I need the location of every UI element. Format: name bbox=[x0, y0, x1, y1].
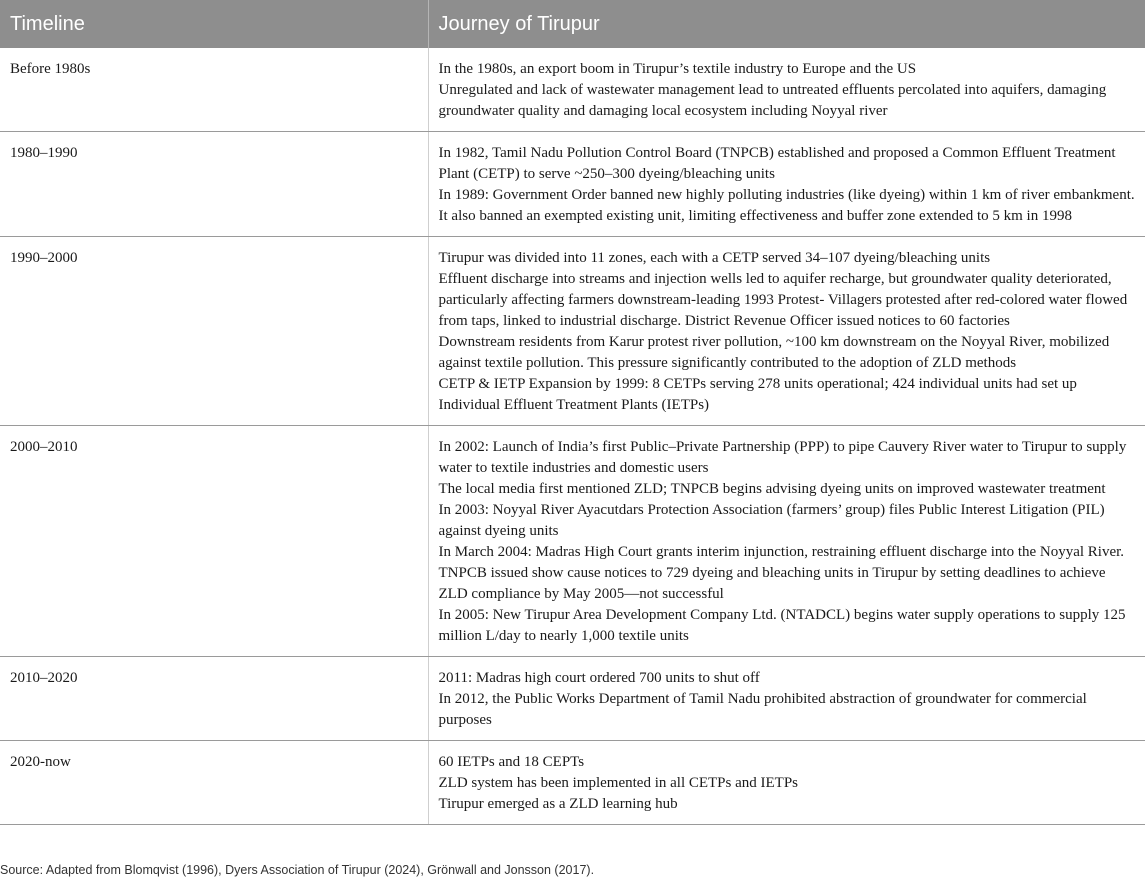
journey-line: In 1982, Tamil Nadu Pollution Control Board (TNPCB) established and proposed a Common Effluent Treatment Plant (CETP) to serve ~250–300 dyeing/bleaching units bbox=[438, 145, 1116, 182]
table-row bbox=[0, 741, 1145, 825]
table-body bbox=[0, 48, 1145, 825]
timeline-period: 2000–2010 bbox=[0, 426, 428, 657]
header-journey: Journey of Tirupur bbox=[428, 0, 1145, 48]
journey-cell bbox=[428, 657, 1145, 741]
timeline-period: 1980–1990 bbox=[0, 132, 428, 237]
journey-cell bbox=[428, 237, 1145, 426]
journey-line: Tirupur was divided into 11 zones, each with a CETP served 34–107 dyeing/bleaching units bbox=[438, 250, 991, 266]
journey-line: In 1989: Government Order banned new highly polluting industries (like dyeing) within 1 km of river embankment. It also banned an exempted existing unit, limiting effectiveness and buffer zone extended to 5 km in 1998 bbox=[438, 187, 1135, 224]
journey-line: CETP & IETP Expansion by 1999: 8 CETPs serving 278 units operational; 424 individual units had set up Individual Effluent Treatment Plants (IETPs) bbox=[438, 376, 1077, 413]
table-row bbox=[0, 48, 1145, 132]
table-row bbox=[0, 132, 1145, 237]
journey-line: In 2003: Noyyal River Ayacutdars Protection Association (farmers’ group) files Public Interest Litigation (PIL) against dyeing units bbox=[438, 502, 1105, 539]
table-row bbox=[0, 657, 1145, 741]
journey-line: Downstream residents from Karur protest river pollution, ~100 km downstream on the Noyyal River, mobilized against textile pollution. This pressure significantly contributed to the adoption of ZLD methods bbox=[438, 334, 1110, 371]
journey-line: In 2005: New Tirupur Area Development Company Ltd. (NTADCL) begins water supply operations to supply 125 million L/day to nearly 1,000 textile units bbox=[438, 607, 1126, 644]
journey-line: Effluent discharge into streams and injection wells led to aquifer recharge, but groundwater quality deteriorated, particularly affecting farmers downstream-leading 1993 Protest- Villagers protested after red-colored water flowed from taps, linked to industrial discharge. District Revenue Officer issued notices to 60 factories bbox=[438, 271, 1128, 329]
table-row bbox=[0, 426, 1145, 657]
journey-cell bbox=[428, 48, 1145, 132]
journey-line: In March 2004: Madras High Court grants interim injunction, restraining effluent discharge into the Noyyal River. TNPCB issued show cause notices to 729 dyeing and bleaching units in Tirupur by setting deadlines to achieve ZLD compliance by May 2005—not successful bbox=[438, 544, 1125, 602]
journey-cell bbox=[428, 741, 1145, 825]
journey-line: In the 1980s, an export boom in Tirupur’s textile industry to Europe and the US bbox=[438, 61, 917, 77]
header-row bbox=[0, 0, 1145, 48]
journey-line: The local media first mentioned ZLD; TNPCB begins advising dyeing units on improved wastewater treatment bbox=[438, 481, 1106, 497]
source-caption: Source: Adapted from Blomqvist (1996), Dyers Association of Tirupur (2024), Grönwall and Jonsson (2017). bbox=[0, 863, 595, 877]
timeline-period: 2020-now bbox=[0, 741, 428, 825]
journey-line: 60 IETPs and 18 CEPTs bbox=[438, 754, 585, 770]
timeline-period: 1990–2000 bbox=[0, 237, 428, 426]
timeline-period: Before 1980s bbox=[0, 48, 428, 132]
journey-cell bbox=[428, 426, 1145, 657]
table-row bbox=[0, 237, 1145, 426]
journey-line: Unregulated and lack of wastewater management lead to untreated effluents percolated into aquifers, damaging groundwater quality and damaging local ecosystem including Noyyal river bbox=[438, 82, 1107, 119]
journey-cell bbox=[428, 132, 1145, 237]
journey-line: ZLD system has been implemented in all CETPs and IETPs bbox=[438, 775, 799, 791]
journey-line: In 2012, the Public Works Department of Tamil Nadu prohibited abstraction of groundwater for commercial purposes bbox=[438, 691, 1087, 728]
table-header bbox=[0, 0, 1145, 48]
header-timeline: Timeline bbox=[0, 0, 428, 48]
journey-line: In 2002: Launch of India’s first Public–Private Partnership (PPP) to pipe Cauvery River water to Tirupur to supply water to textile industries and domestic users bbox=[438, 439, 1127, 476]
journey-line: Tirupur emerged as a ZLD learning hub bbox=[438, 796, 678, 812]
journey-line: 2011: Madras high court ordered 700 units to shut off bbox=[438, 670, 760, 686]
timeline-period: 2010–2020 bbox=[0, 657, 428, 741]
